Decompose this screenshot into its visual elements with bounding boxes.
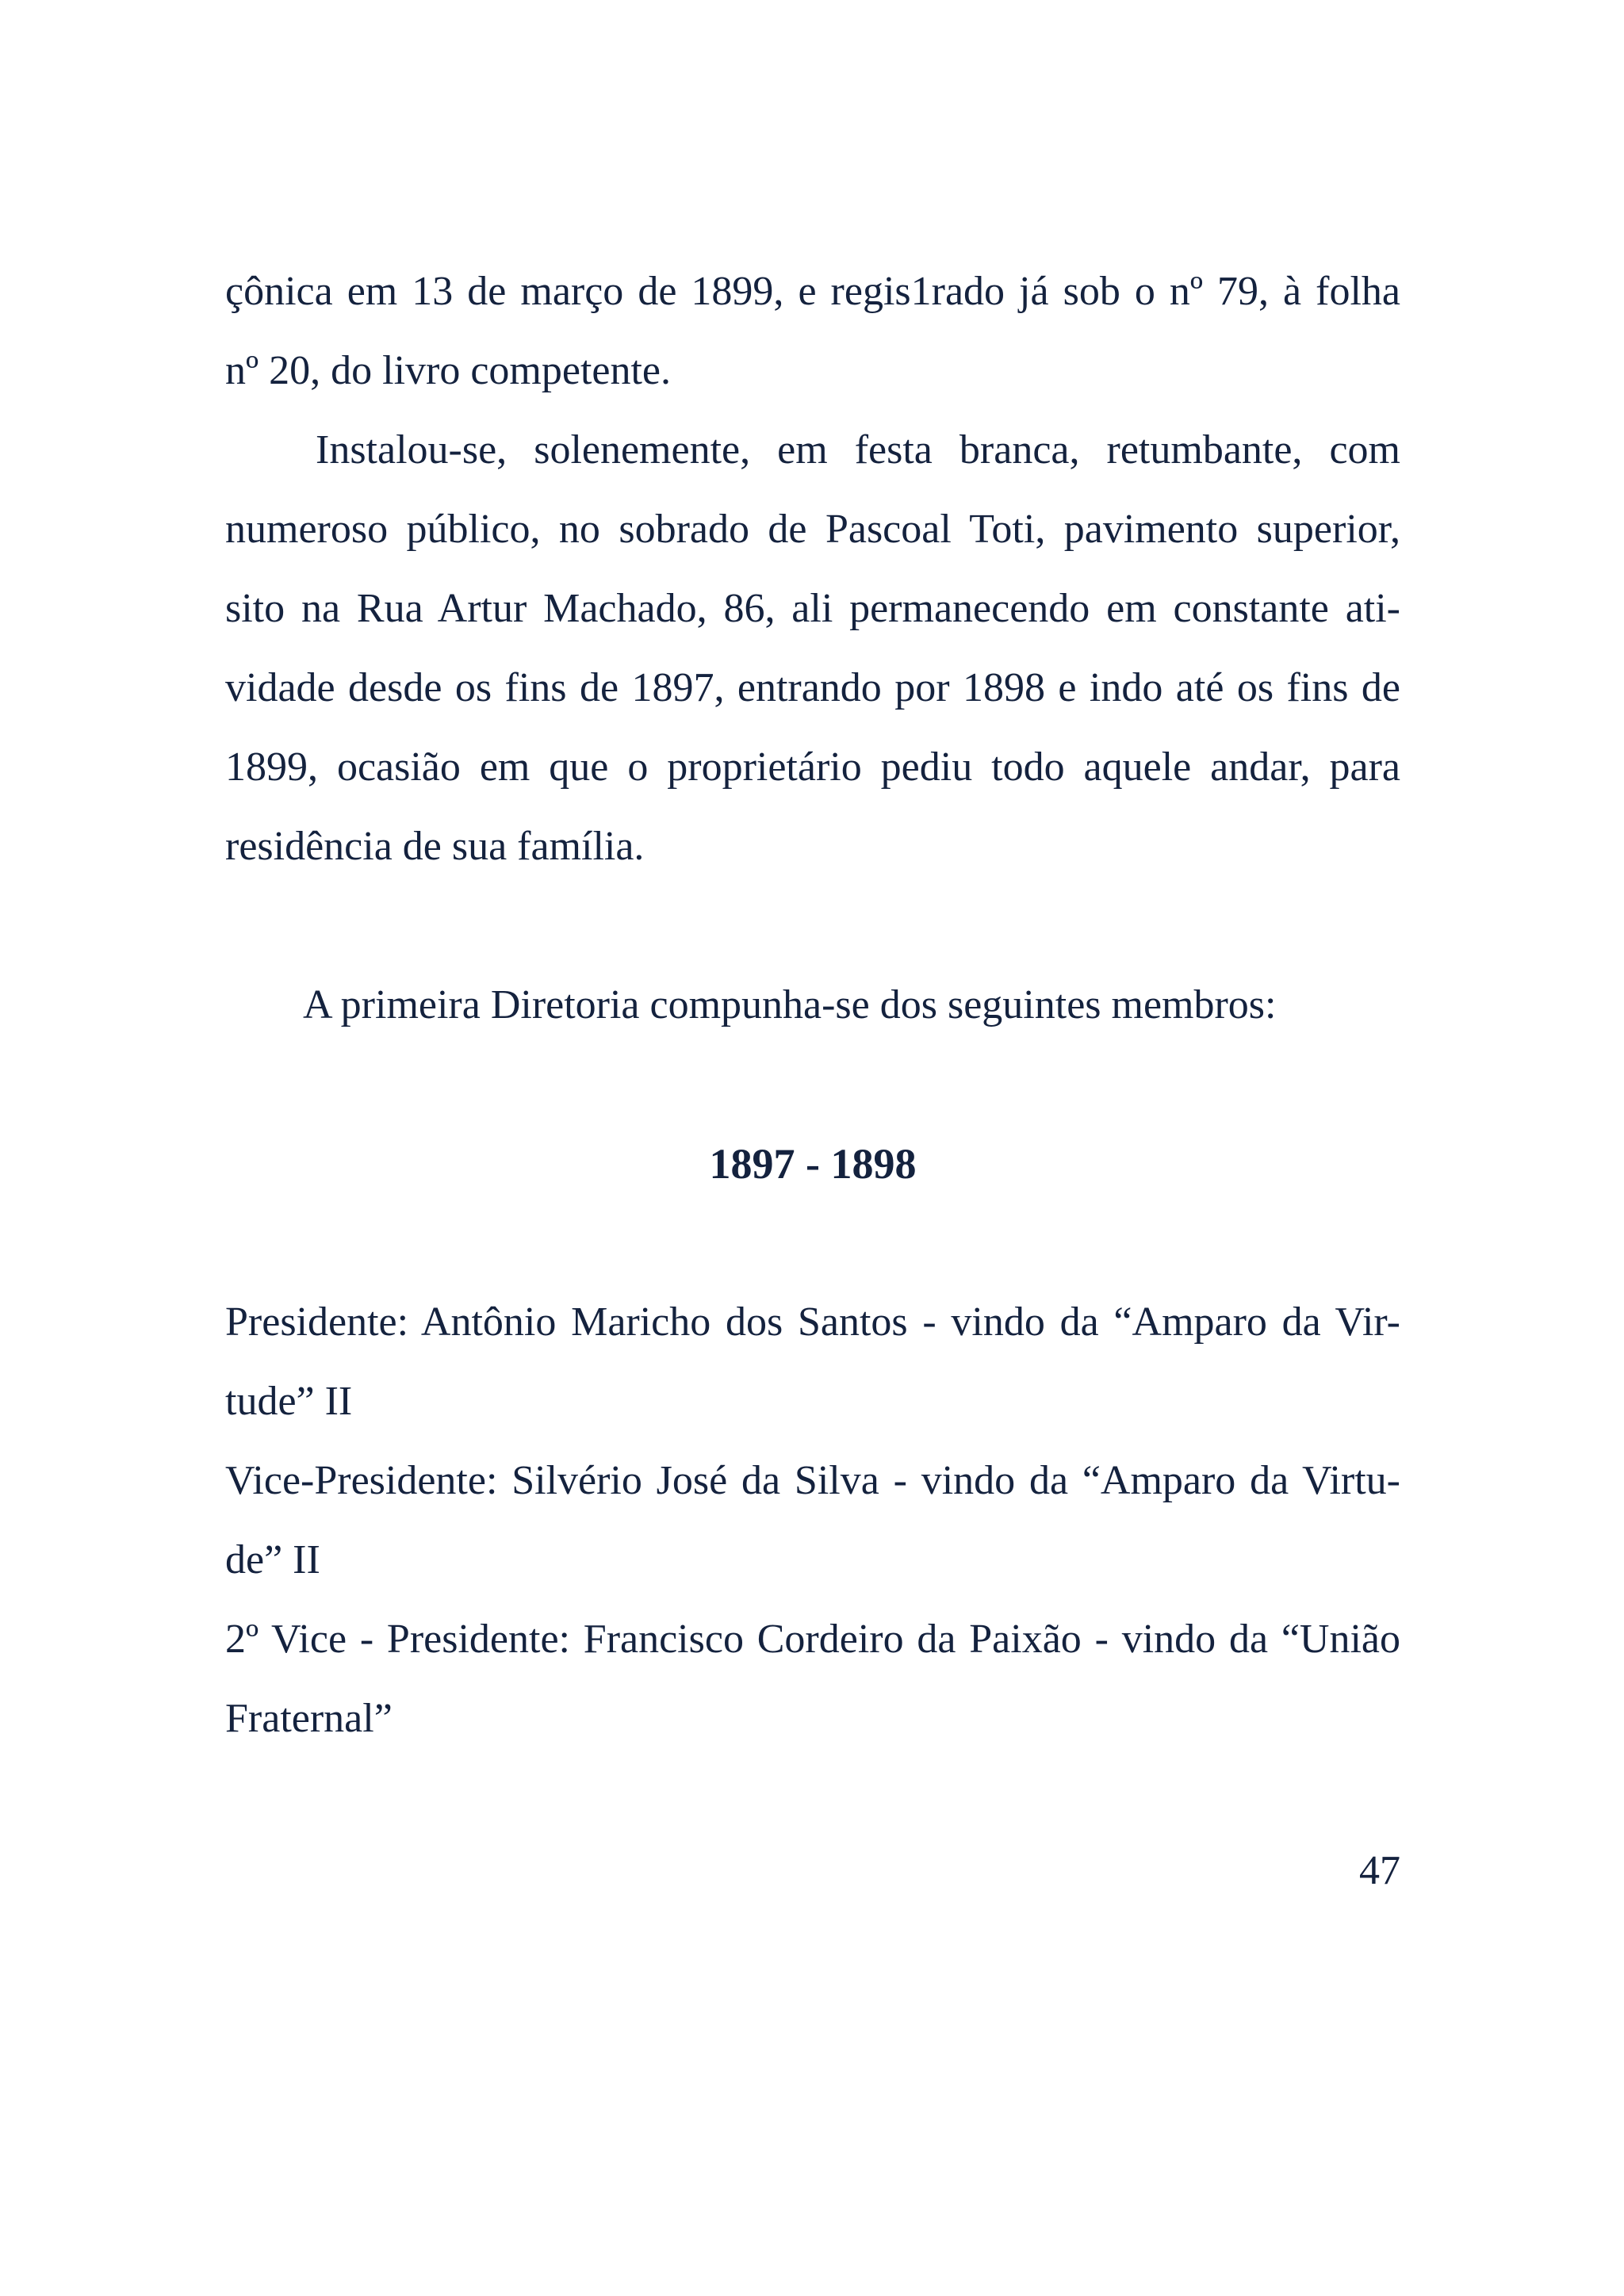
directory-intro-line: A primeira Diretoria compunha-se dos seguintes membros: <box>303 982 1277 1027</box>
paragraph-1-line-2: nº 20, do livro competente. <box>225 348 671 393</box>
paragraph-2-line-4: vidade desde os fins de 1897, entrando por 1898 e indo até os fins de <box>225 665 1400 710</box>
member-line-4: de” II <box>225 1537 320 1582</box>
paragraph-2-line-6: residência de sua família. <box>225 824 645 869</box>
member-line-3: Vice-Presidente: Silvério José da Silva - vindo da “Amparo da Virtu- <box>225 1458 1400 1503</box>
page-number: 47 <box>1359 1848 1400 1893</box>
paragraph-2-line-5: 1899, ocasião em que o proprietário pediu todo aquele andar, para <box>225 744 1400 790</box>
member-line-1: Presidente: Antônio Maricho dos Santos - vindo da “Amparo da Vir- <box>225 1299 1400 1345</box>
paragraph-2-line-1: Instalou-se, solenemente, em festa branca, retumbante, com <box>316 427 1400 473</box>
member-line-2: tude” II <box>225 1379 353 1424</box>
paragraph-1-line-1: çônica em 13 de março de 1899, e regis1rado já sob o nº 79, à folha <box>225 269 1400 314</box>
member-line-6: Fraternal” <box>225 1696 393 1741</box>
member-line-5: 2º Vice - Presidente: Francisco Cordeiro da Paixão - vindo da “União <box>225 1617 1400 1662</box>
paragraph-2-line-3: sito na Rua Artur Machado, 86, ali permanecendo em constante ati- <box>225 586 1400 631</box>
paragraph-2-line-2: numeroso público, no sobrado de Pascoal Toti, pavimento superior, <box>225 507 1400 552</box>
section-heading: 1897 - 1898 <box>709 1140 917 1188</box>
document-page <box>225 0 1400 2296</box>
